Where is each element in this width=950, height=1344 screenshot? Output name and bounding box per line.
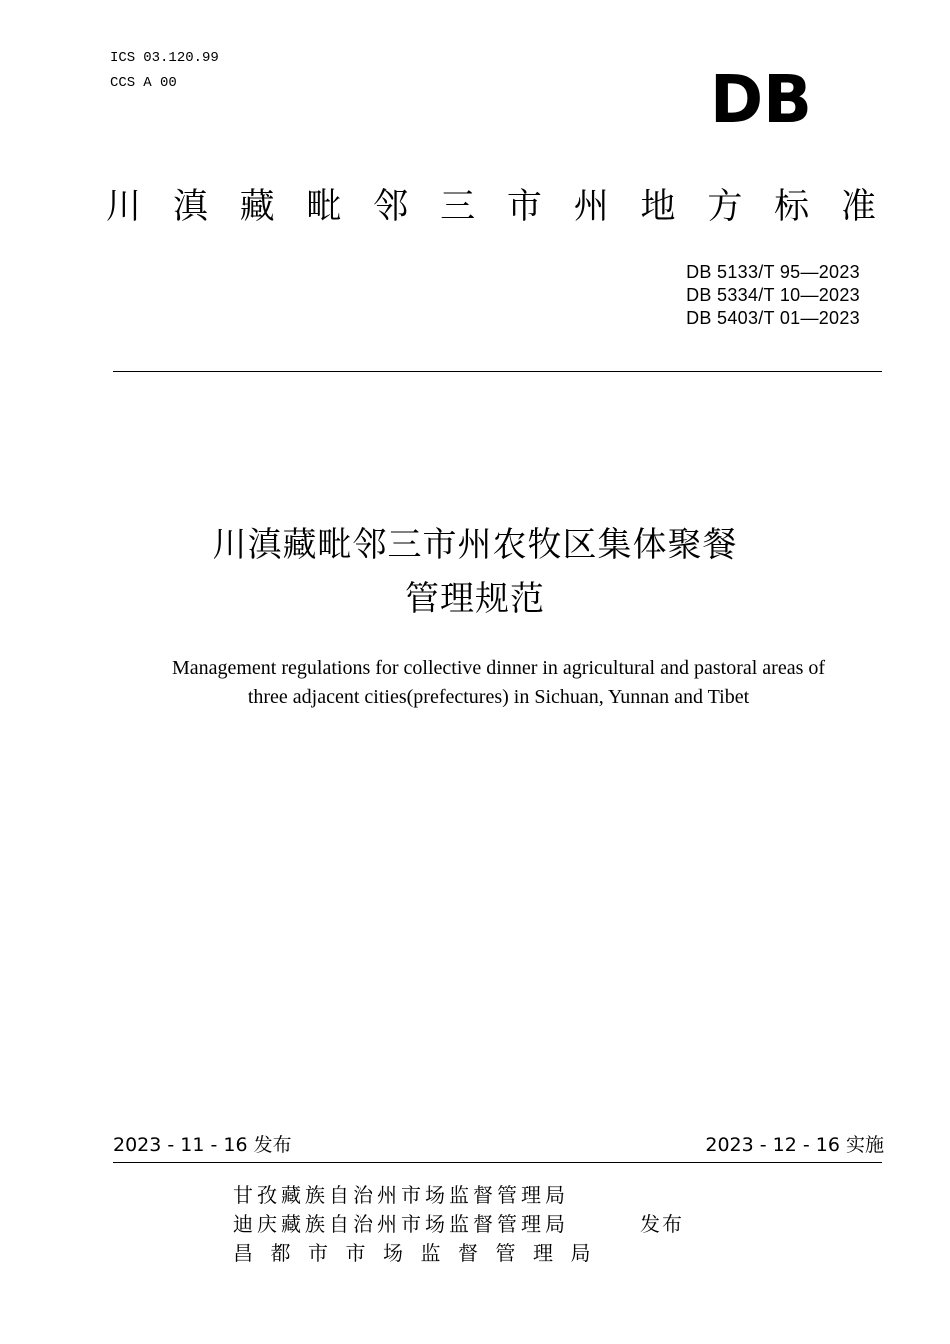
top-divider: [113, 371, 882, 372]
ics-label: ICS: [110, 50, 136, 66]
standard-type-char: 邻: [373, 187, 409, 227]
classification-codes: [110, 46, 219, 96]
bottom-divider: [113, 1162, 882, 1163]
db-logo-text: DB: [710, 70, 812, 125]
english-title-line-1: Management regulations for collective dinner in agricultural and pastoral areas of: [171, 657, 826, 679]
document-number: DB 5133/T 95—2023: [686, 262, 860, 282]
issuer-changdu: 昌都市市场监督管理局: [233, 1241, 608, 1265]
ccs-value: A 00: [143, 75, 177, 91]
english-title: [100, 654, 897, 712]
issuer-diqing: 迪庆藏族自治州市场监督管理局: [233, 1212, 569, 1236]
standard-type-char: 三: [440, 187, 476, 227]
document-number: DB 5403/T 01—2023: [686, 308, 860, 328]
english-title-line-2: three adjacent cities(prefectures) in Sichuan, Yunnan and Tibet: [247, 686, 750, 708]
standard-type-char: 滇: [172, 187, 208, 227]
standard-type-char: 州: [573, 187, 609, 227]
chinese-title-line-2: 管理规范: [405, 579, 545, 619]
implementation-date: 2023 - 12 - 16 实施: [705, 1134, 884, 1156]
standard-type-char: 市: [506, 187, 542, 227]
standard-type-char: 藏: [239, 187, 275, 227]
chinese-title-line-1: 川滇藏毗邻三市州农牧区集体聚餐: [212, 525, 738, 565]
standard-type-char: 川: [106, 187, 142, 227]
publish-label: 发布: [640, 1212, 684, 1236]
standard-type-char: 标: [774, 187, 810, 227]
standard-type-heading: [106, 182, 876, 232]
document-number: DB 5334/T 10—2023: [686, 285, 860, 305]
standard-type-char: 方: [707, 187, 743, 227]
issuer-ganzi: 甘孜藏族自治州市场监督管理局: [233, 1183, 569, 1207]
issue-date: 2023 - 11 - 16 发布: [113, 1134, 292, 1156]
ics-value: 03.120.99: [143, 50, 219, 66]
db-logo: [710, 70, 812, 125]
document-numbers: [686, 261, 860, 330]
standard-type-char: 准: [840, 187, 876, 227]
ccs-label: CCS: [110, 75, 136, 91]
standard-type-char: 地: [640, 187, 676, 227]
standard-type-char: 毗: [306, 187, 342, 227]
